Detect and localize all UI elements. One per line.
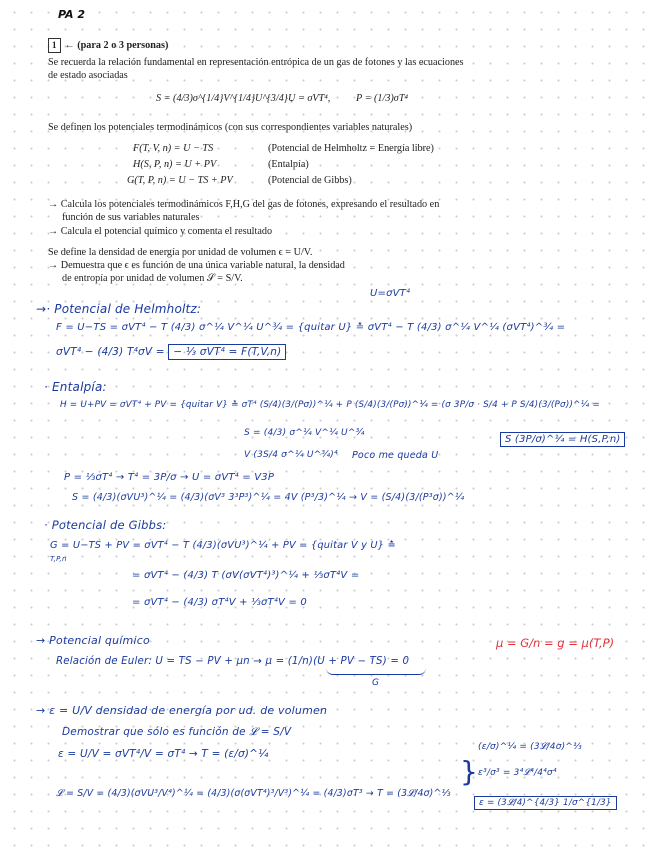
task-2: → Calcula el potencial químico y comenta el resultado: [48, 226, 273, 237]
euler-underbrace-label: G: [372, 678, 380, 688]
gibbs-title: · Potencial de Gibbs:: [44, 518, 167, 532]
side-equation-1: (ε/σ)^¼ = (3𝓛/4σ)^⅓: [478, 742, 582, 752]
potential-desc-enthalpy: (Entalpía): [268, 159, 309, 170]
density-line-2: Demostrar que sólo es función de 𝓛 = S/V: [62, 726, 292, 738]
enthalpy-line-2: P = ⅓σT⁴ → T⁴ = 3P/σ → U = σVT⁴ = V3P: [64, 472, 275, 483]
euler-underbrace: [326, 668, 426, 675]
task-3-line-1: → Demuestra que ϵ es función de una única variable natural, la densidad: [48, 260, 345, 271]
handwritten-page-label: PA 2: [58, 8, 86, 21]
gibbs-variables: T,P,n: [50, 555, 67, 563]
potentials-intro: Se definen los potenciales termodinámicos (con sus correspondientes variables naturales): [48, 122, 413, 133]
enthalpy-result-box: S (3P/σ)^¼ = H(S,P,n): [500, 432, 625, 447]
density-line-3: ε = U/V = σVT⁴/V = σT⁴ → T = (ε/σ)^¼: [58, 748, 269, 760]
side-equation-2: ε³/σ³ = 3⁴𝓛⁴/4⁴σ⁴: [478, 768, 557, 778]
equation-pressure: P = (1/3)σT⁴: [356, 93, 409, 104]
curly-brace: }: [460, 755, 479, 788]
gibbs-line-3: = σVT⁴ − (4/3) σT⁴V + ⅓σT⁴V = 0: [132, 597, 307, 608]
helmholtz-result-box: − ⅓ σVT⁴ = F(T,V,n): [168, 344, 286, 360]
task-1-line-1: → Calcula los potenciales termodinámicos F,H,G del gas de fotones, expresando el resultado en: [48, 199, 440, 210]
potential-desc-gibbs: (Potencial de Gibbs): [268, 175, 352, 186]
intro-line-2: de estado asociadas: [48, 70, 128, 81]
density-title: → ε = U/V densidad de energía por ud. de volumen: [36, 704, 328, 717]
gibbs-line-2: = σVT⁴ − (4/3) T (σV(σVT⁴)³)^¼ + ⅓σT⁴V =: [132, 570, 360, 581]
density-result-box: ε = (3𝓛/4)^{4/3} 1/σ^{1/3}: [474, 796, 617, 810]
problem-heading: [48, 38, 168, 53]
note-u-relation: U=σVT⁴: [370, 288, 411, 299]
helmholtz-line-1: F = U−TS = σVT⁴ − T (4/3) σ^¼ V^¼ U^¾ = {quitar U} ≛ σVT⁴ − T (4/3) σ^¼ V^¼ (σVT⁴)^¾ =: [56, 322, 566, 333]
helmholtz-line-2-text: σVT⁴ − (4/3) T⁴σV =: [56, 346, 165, 358]
density-definition: Se define la densidad de energía por unidad de volumen ϵ = U/V.: [48, 247, 313, 258]
enthalpy-title: · Entalpía:: [44, 380, 107, 394]
potential-formula-gibbs: G(T, P, n) = U − TS + PV: [127, 175, 233, 186]
equation-energy: U = σVT⁴,: [288, 93, 331, 104]
helmholtz-line-2: [56, 346, 286, 358]
enthalpy-s-substitution: S = (4/3) σ^¼ V^¼ U^¾: [244, 428, 365, 438]
chemical-potential-result: μ = G/n = g = μ(T,P): [496, 636, 615, 650]
problem-title: ← (para 2 o 3 personas): [64, 40, 169, 51]
euler-relation: Relación de Euler: U = TS − PV + μn → μ = (1/n)(U + PV − TS) = 0: [56, 656, 410, 667]
equation-entropy: S = (4/3)σ^{1/4}V^{1/4}U^{3/4} ,: [156, 93, 293, 104]
enthalpy-line-3: S = (4/3)(σVU³)^¼ = (4/3)(σV³ 3³P³)^¼ = 4V (P³/3)^¼ → V = (S/4)(3/(P³σ))^¼: [72, 492, 465, 503]
chemical-potential-title: → Potencial químico: [36, 634, 150, 647]
problem-number: 1: [48, 38, 61, 53]
potential-formula-helmholtz: F(T, V, n) = U − TS: [133, 143, 214, 154]
task-1-line-2: función de sus variables naturales: [62, 212, 200, 223]
potential-formula-enthalpy: H(S, P, n) = U + PV: [133, 159, 217, 170]
task-3-line-2: de entropía por unidad de volumen 𝒮 = S/V.: [62, 273, 243, 284]
intro-line-1: Se recuerda la relación fundamental en representación entrópica de un gas de fotones y las ecuaciones: [48, 57, 464, 68]
gibbs-line-1: G = U−TS + PV = σVT⁴ − T (4/3)(σVU³)^¼ + PV = {quitar V y U} ≛: [50, 540, 396, 551]
density-line-4: 𝓛 = S/V = (4/3)(σVU³/V⁴)^¼ = (4/3)(σ(σVT⁴)³/V³)^¼ = (4/3)σT³ → T = (3𝓛/4σ)^⅓: [56, 788, 451, 799]
enthalpy-line-1: H = U+PV = σVT⁴ + PV = {quitar V} ≛ σT⁴ (S/4)(3/(Pσ))^¼ + P (S/4)(3/(Pσ))^¼ = (σ 3P/σ · S/4 + P S/4)(3/(Pσ))^¼ =: [60, 400, 600, 410]
enthalpy-v-substitution: V (3S/4 σ^¼ U^¾)⁴: [244, 450, 338, 460]
helmholtz-title: →· Potencial de Helmholtz:: [36, 302, 202, 316]
potential-desc-helmholtz: (Potencial de Helmholtz = Energía libre): [268, 143, 434, 154]
enthalpy-side-note: Poco me queda U: [352, 450, 439, 461]
